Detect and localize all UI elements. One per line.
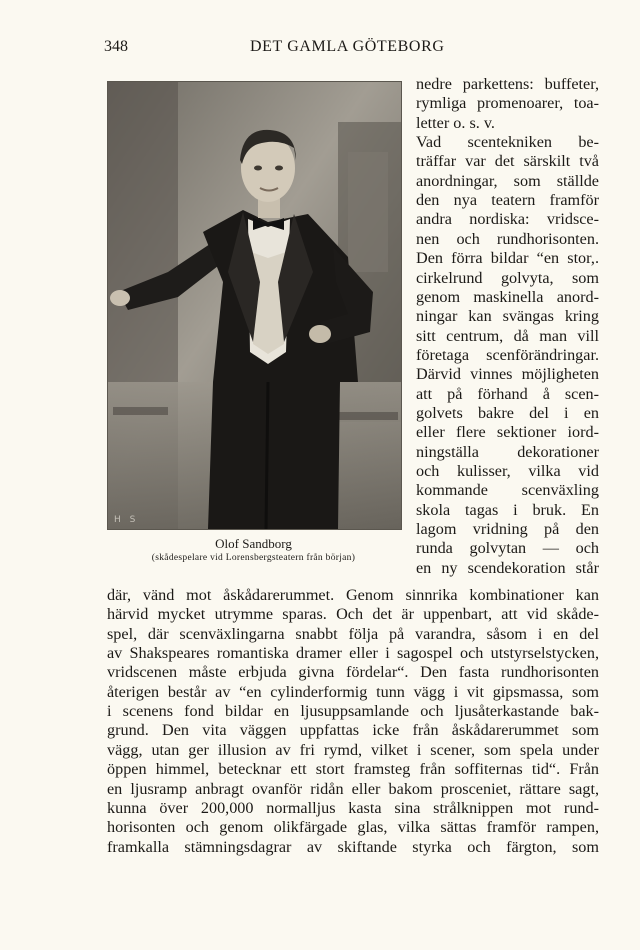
column-text-line: nen och rundhorisonten.	[416, 229, 599, 248]
body-text-line: en ljusramp anbragt ovanför ridån eller bakom prosceniet, rättare sagt,	[107, 779, 599, 798]
column-text-line: cirkelrund golvyta, som	[416, 268, 599, 287]
column-text-line: eller flere sektioner iord-	[416, 423, 599, 442]
page-header	[0, 38, 640, 62]
photographer-monogram: H S	[114, 515, 139, 525]
column-text-line: ningar kan svängas kring	[416, 307, 599, 326]
column-text-line: företaga scenförändringar.	[416, 345, 599, 364]
figure-caption-subtitle: (skådespelare vid Lorensbergsteatern från början)	[151, 553, 356, 563]
column-text-line: och kulisser, vilka vid	[416, 462, 599, 480]
column-text-line: golvets bakre del i en	[416, 403, 599, 422]
body-text-line: vridscenen måste erbjuda givna fördelar“. Den fasta rundhorisonten	[107, 663, 599, 682]
column-text-line: kommande scenväxling	[416, 481, 599, 500]
body-text-line: av Shakspeares romantiska dramer eller i sagospel och utstyrselstycken,	[107, 644, 599, 663]
portrait-illustration	[108, 82, 401, 529]
body-text-line: återigen består av “en cylinderformig tunn vägg i vit gipsmassa, som	[107, 682, 599, 701]
body-text-line: grund. Den vita väggen uppfattas icke från åskådarerummet som	[107, 721, 599, 740]
column-text-line: Den förra bildar “en stor,.	[416, 249, 599, 268]
column-text-line: runda golvytan — och	[416, 539, 599, 558]
body-text-line: härvid mycket utrymme sparas. Och det är uppenbart, att vid skåde-	[107, 605, 599, 624]
column-text-line: genom maskinella anord-	[416, 287, 599, 306]
column-text-line: rymliga promenoarer, toa-	[416, 94, 599, 113]
portrait-photo	[107, 81, 402, 530]
column-text-line: andra nordiska: vridsce-	[416, 210, 599, 229]
page-number: 348	[104, 38, 128, 55]
column-text-line: Därvid vinnes möjligheten	[416, 365, 599, 384]
column-text-line: skola tagas i bruk. En	[416, 500, 599, 519]
body-text-line: där, vänd mot åskådarerummet. Genom sinnrika kombinationer kan	[107, 586, 599, 604]
column-text-line: Vad scentekniken be-	[416, 133, 599, 152]
body-text-line: öppen himmel, betecknar ett stort framsteg från soffiternas tid“. Från	[107, 760, 599, 779]
column-text-line: en ny scendekoration står	[416, 558, 599, 577]
column-text-line: ningställa dekorationer	[416, 442, 599, 461]
column-text-line: anordningar, som ställde	[416, 171, 599, 190]
body-text-line: i scenens fond bildar en ljusuppsamlande och ljusåterkastande bak-	[107, 702, 599, 721]
column-text-line: att på förhand å scen-	[416, 384, 599, 403]
column-text-line: lagom vridning på den	[416, 520, 599, 539]
body-text-line: spel, där scenväxlingarna snabbt följa på varandra, såsom i en del	[107, 624, 599, 643]
column-text-line: letter o. s. v.	[416, 113, 495, 132]
running-title: DET GAMLA GÖTEBORG	[250, 38, 445, 55]
body-text-line: vägg, utan ger illusion av fri rymd, vilket i scener, som spela under	[107, 740, 599, 759]
body-text-line: kunna över 200,000 normalljus kasta sina strålknippen mot rund-	[107, 798, 599, 817]
body-text-line: horisonten och genom olikfärgade glas, vilka sättas framför rampen,	[107, 818, 599, 837]
figure-caption-name: Olof Sandborg	[215, 536, 292, 551]
column-text-line: nedre parkettens: buffeter,	[416, 75, 599, 93]
body-text-line: framkalla stämningsdagrar av skiftande styrka och färgton, som	[107, 837, 599, 856]
column-text-line: sitt centrum, då man vill	[416, 326, 599, 345]
column-text-line: den nya teatern framför	[416, 191, 599, 210]
column-text-line: träffar var det särskilt två	[416, 152, 599, 171]
